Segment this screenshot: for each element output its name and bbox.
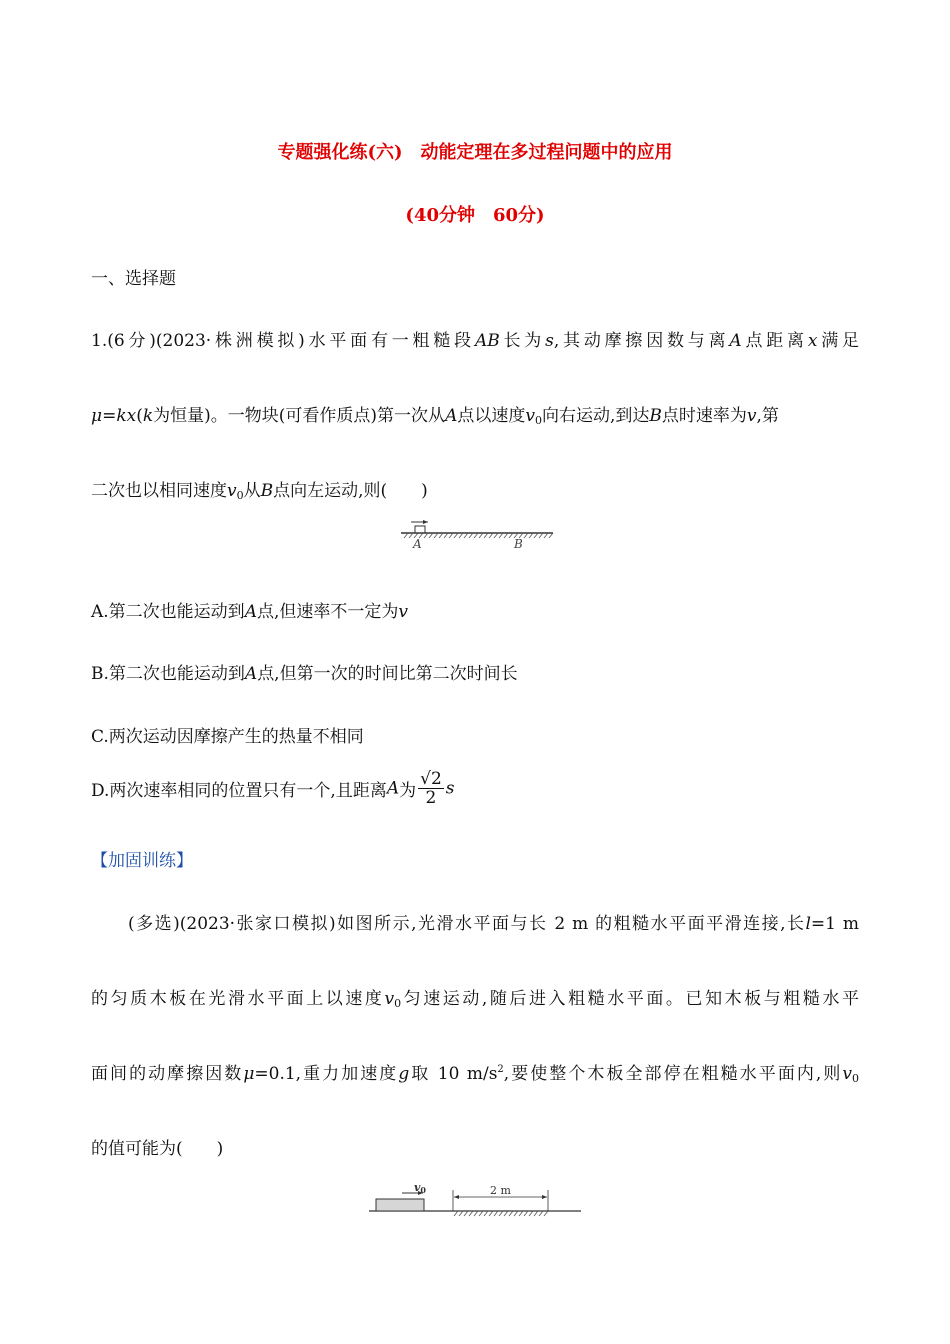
page-title: 专题强化练(六) 动能定理在多过程问题中的应用 — [277, 142, 673, 163]
q1-line-3: 二次也以相同速度$v_0$从B点向左运动,则( ) — [91, 481, 428, 502]
reinforce-line-2: 的匀质木板在光滑水平面上以速度$v_0$匀速运动,随后进入粗糙水平面。已知木板与粗糙水平 — [91, 989, 860, 1010]
distance-label: 2 m — [490, 1184, 511, 1197]
reinforce-line-1: (多选)(2023·张家口模拟)如图所示,光滑水平面与长 2 m 的粗糙水平面平滑连接,长l=1 m — [128, 914, 859, 934]
option-b[interactable]: B.第二次也能运动到A点,但第一次的时间比第二次时间长 — [91, 664, 518, 684]
label-a: A — [413, 537, 422, 551]
wooden-board — [376, 1199, 424, 1211]
section-heading: 一、选择题 — [91, 269, 176, 289]
label-b: B — [514, 537, 523, 551]
time-score: (40分钟 60分) — [405, 205, 545, 226]
option-c[interactable]: C.两次运动因摩擦产生的热量不相同 — [91, 727, 364, 747]
figure-board-rough-surface — [366, 1178, 586, 1220]
q1-line-1: 1.(6分)(2023·株洲模拟)水平面有一粗糙段AB长为s,其动摩擦因数与离A点距离x满足 — [91, 331, 860, 351]
reinforce-heading: 【加固训练】 — [91, 851, 193, 871]
reinforce-line-3: 面间的动摩擦因数μ=0.1,重力加速度g取 10 $m/s^2$,要使整个木板全部停在粗糙水平面内,则$v_0$ — [91, 1064, 860, 1085]
q1-line-2: μ=kx(k为恒量)。一物块(可看作质点)第一次从A点以速度$v_0$向右运动,到达B点时速率为v,第 — [91, 406, 779, 427]
fraction: $\frac{√2}{2}$ — [420, 769, 442, 808]
figure-rough-segment — [398, 518, 558, 552]
option-a[interactable]: A.第二次也能运动到A点,但速率不一定为v — [91, 602, 408, 622]
velocity-label: v0 — [414, 1181, 426, 1195]
option-d[interactable]: D.两次速率相同的位置只有一个,且距离A为 $\frac{√2}{2}$ s — [91, 769, 455, 808]
block — [415, 526, 425, 533]
reinforce-line-4: 的值可能为( ) — [91, 1139, 224, 1159]
